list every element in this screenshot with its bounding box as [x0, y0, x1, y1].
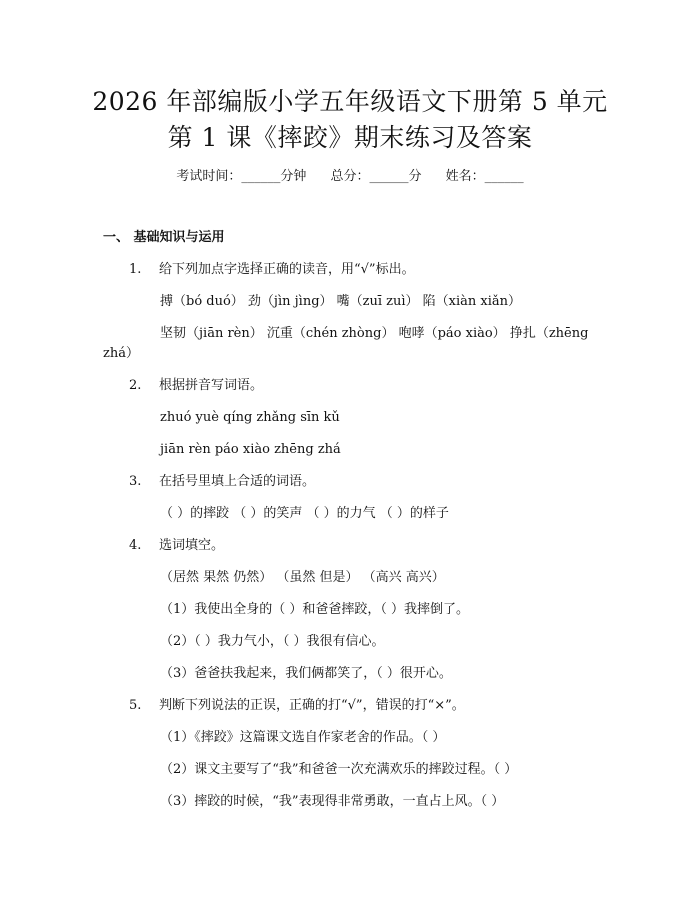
question-number: 2. [129, 378, 142, 393]
exam-time: 考试时间：______分钟 [176, 169, 307, 184]
question-4-sentence3: （3）爸爸扶我起来，我们俩都笑了，（ ）很开心。 [160, 666, 452, 681]
question-1-text: 给下列加点字选择正确的读音，用“√”标出。 [159, 262, 415, 277]
exam-meta [0, 168, 700, 186]
question-5-statement1: （1）《摔跤》这篇课文选自作家老舍的作品。（ ） [160, 730, 446, 745]
question-2-line1: zhuó yuè qíng zhǎng sīn kǔ [160, 410, 340, 425]
question-3-text: 在括号里填上合适的词语。 [159, 474, 316, 489]
question-number: 5. [129, 698, 142, 713]
question-5-statement2: （2）课文主要写了“我”和爸爸一次充满欢乐的摔跤过程。（ ） [160, 762, 518, 777]
question-4-options: （居然 果然 仍然） （虽然 但是） （高兴 高兴） [160, 570, 445, 585]
question-2-line2: jiān rèn páo xiào zhēng zhá [160, 442, 341, 457]
question-4-sentence1: （1）我使出全身的（ ）和爸爸摔跤，（ ）我摔倒了。 [160, 602, 470, 617]
document-title-line1: 2026 年部编版小学五年级语文下册第 5 单元 [92, 87, 608, 116]
question-5-statement3: （3）摔跤的时候，“我”表现得非常勇敢，一直占上风。（ ） [160, 794, 505, 809]
question-1-line2-cont: zhá） [103, 346, 139, 361]
question-3-line1: （ ）的摔跤 （ ）的笑声 （ ）的力气 （ ）的样子 [160, 506, 449, 521]
question-2-text: 根据拼音写词语。 [159, 378, 264, 393]
question-1-line1: 搏（bó duó） 劲（jìn jìng） 嘴（zuī zuì） 陷（xiàn xiǎn） [160, 294, 522, 309]
exam-score: 总分：______分 [330, 169, 422, 184]
student-name: 姓名：______ [445, 169, 524, 184]
question-number: 1. [129, 262, 142, 277]
document-title-line2: 第 1 课《摔跤》期末练习及答案 [167, 123, 533, 152]
question-5-text: 判断下列说法的正误，正确的打“√”，错误的打“×”。 [159, 698, 465, 713]
question-number: 4. [129, 538, 142, 553]
question-1-line2: 坚韧（jiān rèn） 沉重（chén zhòng） 咆哮（páo xiào） 挣扎（zhēng [160, 326, 589, 341]
section-heading: 一、 基础知识与运用 [103, 230, 225, 245]
question-number: 3. [129, 474, 142, 489]
question-4-sentence2: （2）（ ）我力气小，（ ）我很有信心。 [160, 634, 385, 649]
question-4-text: 选词填空。 [159, 538, 225, 553]
